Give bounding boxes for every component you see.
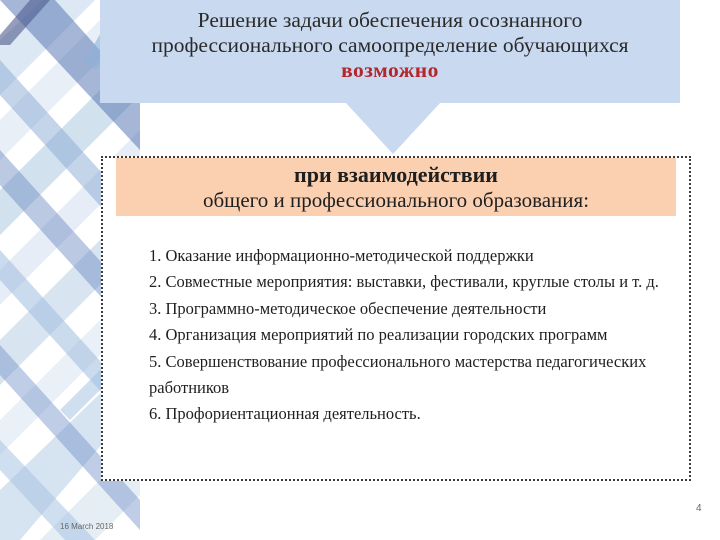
title-line-1: Решение задачи обеспечения осознанного — [197, 8, 583, 32]
title-line-2: профессионального самоопределение обучающихся — [151, 33, 629, 57]
page-number: 4 — [696, 503, 702, 514]
content-header-text: общего и профессионального образования: — [202, 188, 590, 212]
numbered-list — [149, 243, 679, 428]
list-item: 3. Программно-методическое обеспечение деятельности — [149, 298, 547, 318]
list-item: 4. Организация мероприятий по реализации городских программ — [149, 325, 608, 345]
list-item: 1. Оказание информационно-методической поддержки — [149, 246, 534, 265]
footer-date: 16 March 2018 — [60, 522, 114, 531]
list-item: 6. Профориентационная деятельность. — [149, 404, 421, 424]
down-arrow-connector — [345, 102, 441, 154]
list-item: 2. Совместные мероприятия: выставки, фестивали, круглые столы и т. д. — [149, 272, 659, 292]
content-header-bold: при взаимодействии — [294, 162, 498, 187]
content-box — [101, 156, 691, 481]
title-accent-word: возможно — [341, 58, 439, 82]
title-banner — [100, 0, 680, 103]
list-item: 5. Совершенствование профессионального мастерства педагогических работников — [149, 351, 647, 398]
content-header — [116, 158, 676, 216]
